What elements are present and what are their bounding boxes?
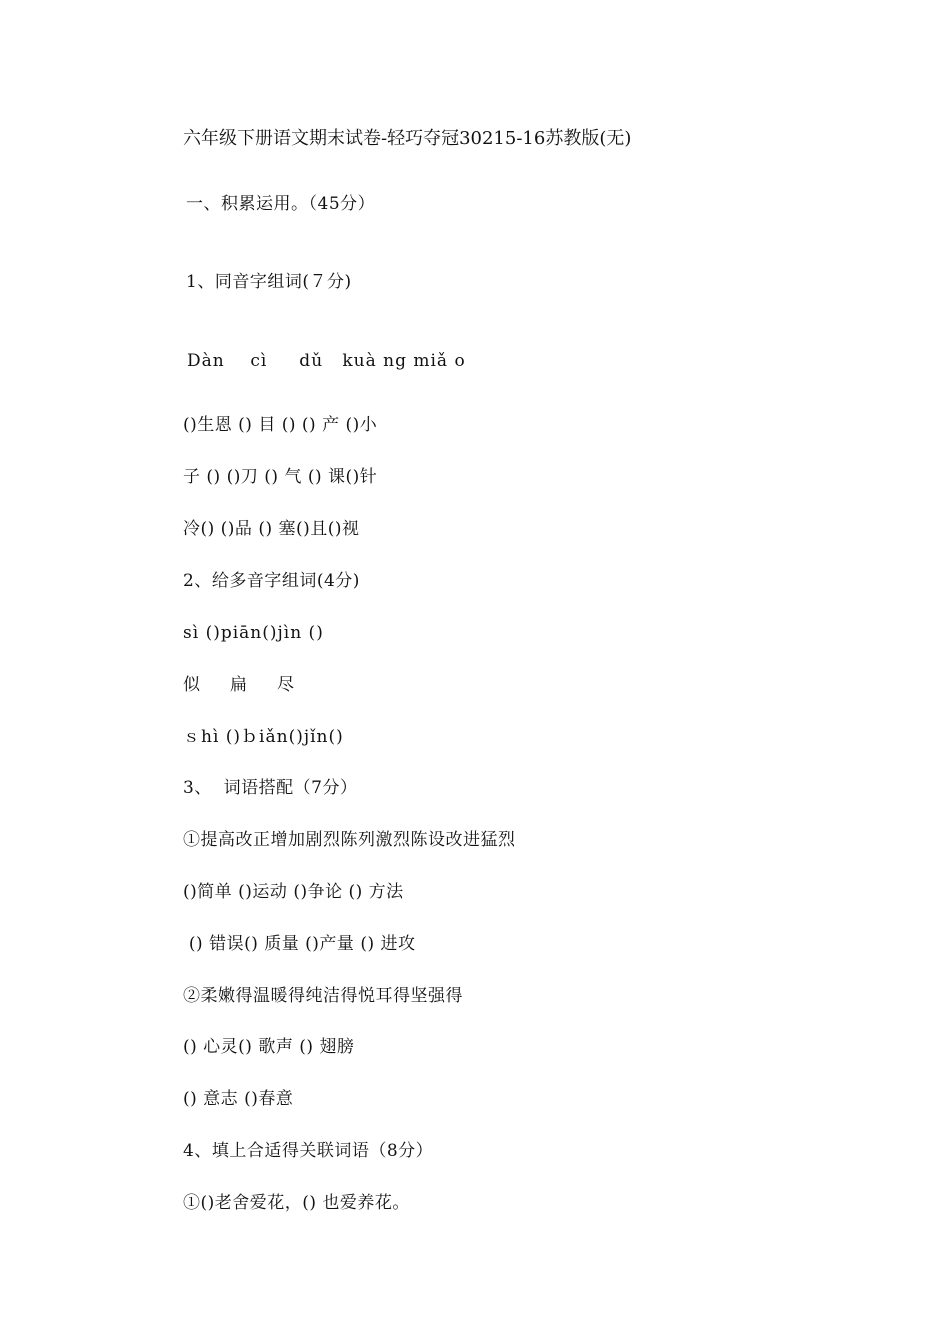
question-2-pinyin-1: sì ()piān()jìn ()	[183, 623, 324, 643]
question-1-row-2: 子 () ()刀 () 气 () 课()针	[183, 467, 378, 487]
question-3-word-bank-1: ①提高改正增加剧烈陈列激烈陈设改进猛烈	[183, 830, 516, 850]
question-1-pinyin: Dàn cì dǔ kuà ng miǎ o	[187, 351, 466, 371]
question-2-heading: 2、给多音字组词(4分)	[183, 571, 360, 591]
question-3-row-2: () 错误() 质量 ()产量 () 进攻	[183, 934, 416, 954]
question-1-row-3: 冷() ()品 () 塞()且()视	[183, 519, 360, 539]
question-2-pinyin-2: ｓhì ()ｂiǎn()jǐn()	[183, 727, 344, 747]
question-3-word-bank-2: ②柔嫩得温暖得纯洁得悦耳得坚强得	[183, 986, 463, 1006]
question-3-heading: 3、 词语搭配（7分）	[183, 778, 358, 798]
question-3-row-3: () 心灵() 歌声 () 翅膀	[183, 1037, 355, 1057]
document-title: 六年级下册语文期末试卷-轻巧夺冠30215-16苏教版(无)	[183, 128, 632, 149]
section-heading: 一、积累运用。（45分）	[186, 194, 376, 214]
question-4-heading: 4、填上合适得关联词语（8分）	[183, 1141, 434, 1161]
question-3-row-1: ()简单 ()运动 ()争论 () 方法	[183, 882, 404, 902]
question-1-heading: 1、同音字组词(７分)	[186, 272, 352, 292]
question-4-item-1: ①()老舍爱花，() 也爱养花。	[183, 1193, 410, 1213]
question-3-row-4: () 意志 ()春意	[183, 1089, 294, 1109]
question-2-characters: 似 扁 尽	[183, 675, 295, 695]
question-1-row-1: ()生恩 () 目 () () 产 ()小	[183, 415, 378, 435]
